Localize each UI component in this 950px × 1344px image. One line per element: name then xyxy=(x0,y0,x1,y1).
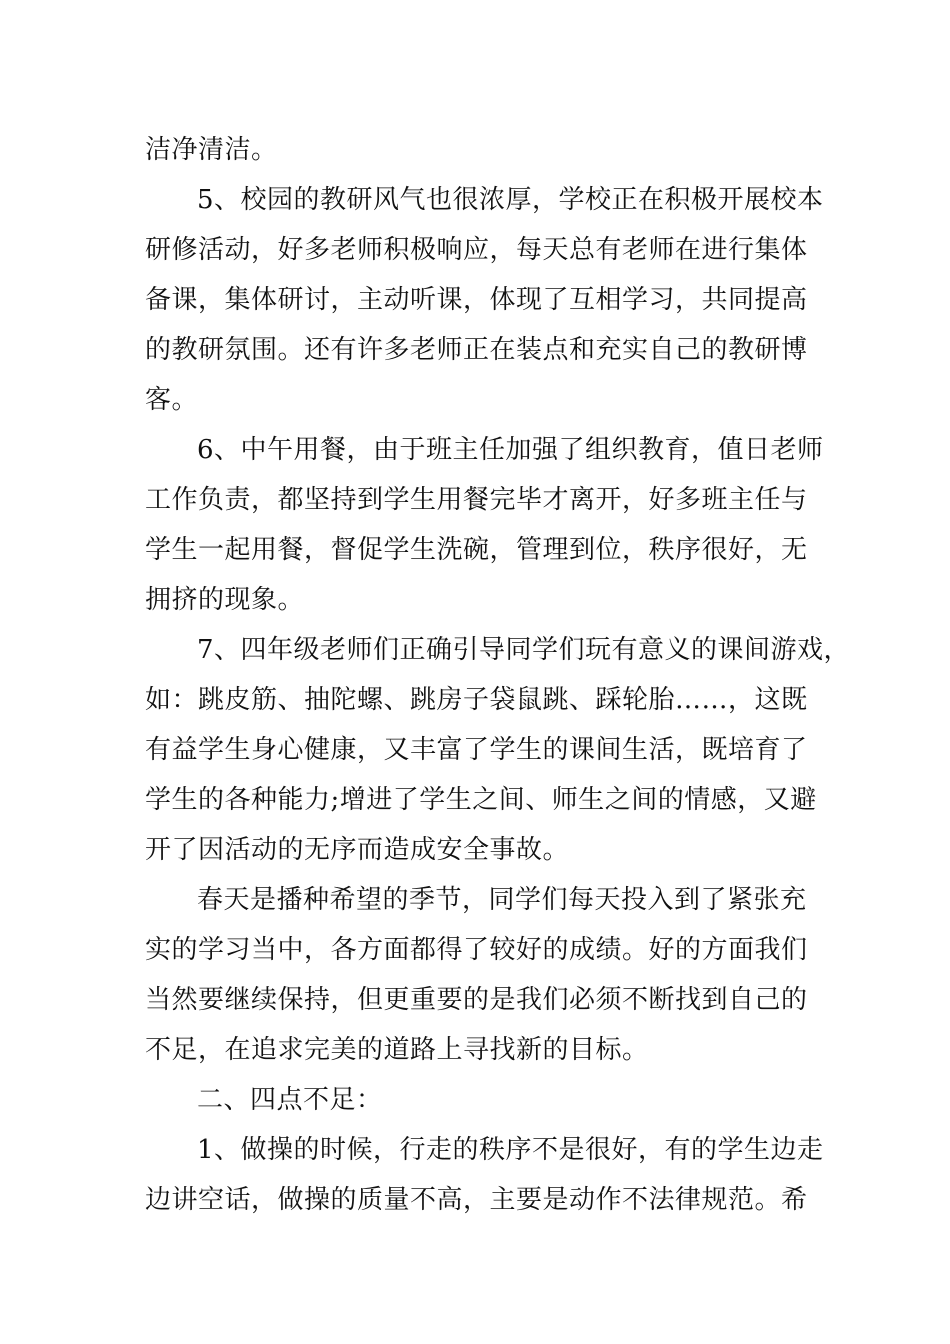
text-line: 如：跳皮筋、抽陀螺、跳房子袋鼠跳、踩轮胎……，这既 xyxy=(145,685,808,715)
paragraph-line: 7、四年级老师们正确引导同学们玩有意义的课间游戏， xyxy=(197,635,851,665)
text-line: 当然要继续保持，但更重要的是我们必须不断找到自己的 xyxy=(145,985,808,1015)
text-line: 工作负责，都坚持到学生用餐完毕才离开，好多班主任与 xyxy=(145,485,808,515)
paragraph-line: 6、中午用餐，由于班主任加强了组织教育，值日老师 xyxy=(197,435,824,465)
paragraph-line: 5、校园的教研风气也很浓厚，学校正在积极开展校本 xyxy=(197,185,824,215)
text-line: 的教研氛围。还有许多老师正在装点和充实自己的教研博 xyxy=(145,335,808,365)
text-line: 开了因活动的无序而造成安全事故。 xyxy=(145,835,570,865)
text-line: 研修活动，好多老师积极响应，每天总有老师在进行集体 xyxy=(145,235,808,265)
paragraph-line: 春天是播种希望的季节，同学们每天投入到了紧张充 xyxy=(197,885,807,915)
text-line: 不足，在追求完美的道路上寻找新的目标。 xyxy=(145,1035,649,1065)
text-line: 学生一起用餐，督促学生洗碗，管理到位，秩序很好，无 xyxy=(145,535,808,565)
text-line: 客。 xyxy=(145,385,199,415)
text-line: 备课，集体研讨，主动听课，体现了互相学习，共同提高 xyxy=(145,285,808,315)
text-line: 拥挤的现象。 xyxy=(145,585,305,615)
text-line: 实的学习当中，各方面都得了较好的成绩。好的方面我们 xyxy=(145,935,808,965)
text-line: 学生的各种能力;增进了学生之间、师生之间的情感，又避 xyxy=(145,785,817,815)
text-line: 洁净清洁。 xyxy=(145,135,278,165)
section-heading: 二、四点不足： xyxy=(197,1085,383,1115)
text-line: 边讲空话，做操的质量不高，主要是动作不法律规范。希 xyxy=(145,1185,808,1215)
paragraph-line: 1、做操的时候，行走的秩序不是很好，有的学生边走 xyxy=(197,1135,824,1165)
text-line: 有益学生身心健康，又丰富了学生的课间生活，既培育了 xyxy=(145,735,808,765)
